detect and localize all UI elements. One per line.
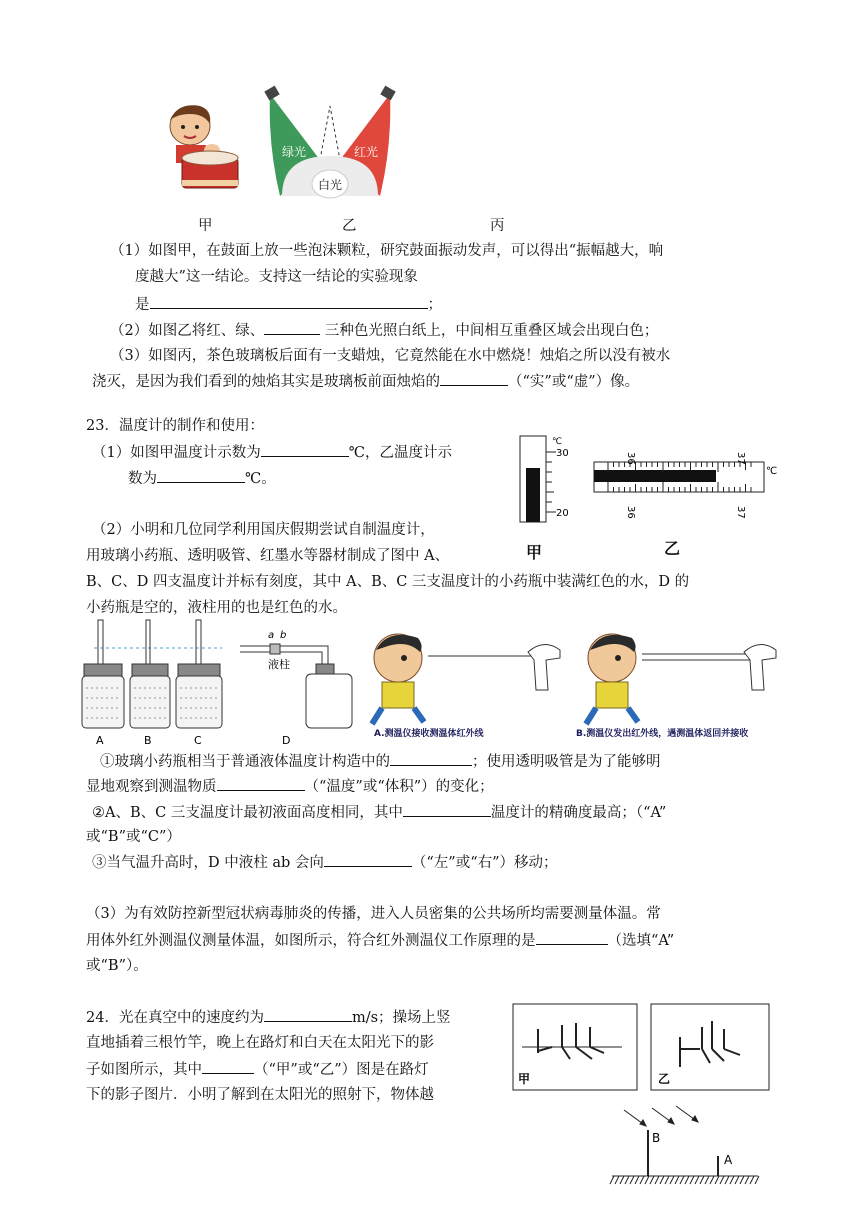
q23-sub2-line2: 或“B”或“C”） <box>86 829 181 845</box>
q23-part3-line1: （3）为有效防控新型冠状病毒肺炎的传播，进入人员密集的公共场所均需要测量体温。常 <box>86 906 661 922</box>
q23-part3-line2: 用体外红外测温仪测量体温，如图所示，符合红外测温仪工作原理的是 （选填“A” <box>86 930 674 951</box>
bottle-thermometers-figure <box>80 618 370 746</box>
thermometer-jia-30: 30 <box>556 448 569 459</box>
color-light-figure <box>262 86 398 198</box>
red-light-label: 红光 <box>354 145 379 159</box>
q22-part1-line2: 度越大”这一结论。支持这一结论的实验现象 <box>135 269 418 285</box>
shadow-yi-label: 乙 <box>658 1072 671 1086</box>
q23-part1-line1: （1）如图甲温度计示数为 ℃，乙温度计示 <box>92 442 452 463</box>
drum-boy-figure <box>160 100 250 196</box>
q23-sub1-blank2[interactable] <box>217 776 305 791</box>
q24-line1: 24．光在真空中的速度约为 m/s；操场上竖 <box>86 1007 451 1028</box>
green-light-label: 绿光 <box>282 145 307 159</box>
figure-label-bing: 丙 <box>490 218 505 234</box>
q23-part2-line4: 小药瓶是空的，液柱用的也是红色的水。 <box>86 600 347 616</box>
q22-part3-line1: （3）如图丙，茶色玻璃板后面有一支蜡烛，它竟然能在水中燃烧！烛焰之所以没有被水 <box>110 348 671 364</box>
bottle-d-label: D <box>282 734 291 747</box>
q23-sub1-blank1[interactable] <box>390 751 472 766</box>
q22-part3-answer-blank[interactable] <box>440 371 508 386</box>
q22-part2-answer-blank[interactable] <box>264 320 320 335</box>
thermometer-jia-figure <box>516 432 580 536</box>
q23-part1-blank-jia[interactable] <box>261 442 349 457</box>
bottle-d-a-label: a <box>268 630 275 641</box>
white-light-label: 白光 <box>318 178 343 192</box>
q23-part3-line3: 或“B”）。 <box>86 958 148 974</box>
q23-sub2-line1: ②A、B、C 三支温度计最初液面高度相同，其中 温度计的精确度最高；（“A” <box>92 802 666 823</box>
ir-caption-b: B.测温仪发出红外线，遇测温体返回并接收 <box>576 729 749 739</box>
bottle-c-label: C <box>194 734 202 747</box>
bottle-d-b-label: b <box>280 630 287 641</box>
ir-thermometer-figure-b <box>572 628 812 740</box>
shadow-figure-yi <box>650 1003 770 1091</box>
thermometer-yi-36-bottom: 36 <box>625 506 636 519</box>
q22-part1-line1: （1）如图甲，在鼓面上放一些泡沫颗粒，研究鼓面振动发声，可以得出“振幅越大，响 <box>110 243 664 259</box>
q23-part3-blank[interactable] <box>536 930 608 945</box>
thermometer-yi-36-top: 36 <box>625 452 636 465</box>
thermometer-jia-label: 甲 <box>526 543 543 562</box>
thermometer-yi-figure <box>588 430 776 520</box>
q24-line2: 直地插着三根竹竿，晚上在路灯和白天在太阳光下的影 <box>86 1035 434 1051</box>
q23-sub2-blank[interactable] <box>403 802 491 817</box>
q23-sub1-line1: ①玻璃小药瓶相当于普通液体温度计构造中的 ；使用透明吸管是为了能够明 <box>100 751 661 772</box>
q24-figure-blank[interactable] <box>202 1059 254 1074</box>
bottle-b-label: B <box>144 734 152 747</box>
q23-sub3-line: ③当气温升高时，D 中液柱 ab 会向 （“左”或“右”）移动； <box>92 852 558 873</box>
thermometer-yi-37-bottom: 37 <box>735 506 746 519</box>
thermometer-yi-37-top: 37 <box>735 452 746 465</box>
q23-sub3-blank[interactable] <box>324 852 412 867</box>
q22-part1-line3: 是 ； <box>135 294 442 315</box>
bottle-d-liquid-label: 液柱 <box>268 658 290 671</box>
q23-part2-line3: B、C、D 四支温度计并标有刻度，其中 A、B、C 三支温度计的小药瓶中装满红色的水，D 的 <box>86 574 690 590</box>
figure-label-jia: 甲 <box>198 218 213 234</box>
thermometer-jia-20: 20 <box>556 508 569 519</box>
thermometer-yi-unit: ℃ <box>766 466 778 477</box>
q23-part2-line1: （2）小明和几位同学利用国庆假期尝试自制温度计， <box>92 522 435 538</box>
q23-title: 23．温度计的制作和使用： <box>86 418 264 434</box>
thermometer-jia-unit: ℃ <box>552 437 563 447</box>
q24-line3: 子如图所示，其中 （“甲”或“乙”）图是在路灯 <box>86 1059 429 1080</box>
q23-part1-blank-yi[interactable] <box>157 468 245 483</box>
q23-part1-line2: 数为 ℃。 <box>128 468 276 489</box>
bottle-a-label: A <box>96 734 104 747</box>
figure-label-yi: 乙 <box>342 218 357 234</box>
shadow-figure-jia <box>512 1003 638 1091</box>
q23-part2-line2: 用玻璃小药瓶、透明吸管、红墨水等器材制成了图中 A、 <box>86 548 450 564</box>
pole-b-label: B <box>652 1131 661 1145</box>
q22-part2-line: （2）如图乙将红、绿、 三种色光照白纸上，中间相互重叠区域会出现白色； <box>110 320 658 341</box>
thermometer-yi-label: 乙 <box>664 539 681 558</box>
q22-part3-line2: 浇灭，是因为我们看到的烛焰其实是玻璃板前面烛焰的 （“实”或“虚”）像。 <box>92 371 639 392</box>
q24-line4: 下的影子图片．小明了解到在太阳光的照射下，物体越 <box>86 1087 434 1103</box>
shadow-jia-label: 甲 <box>518 1072 531 1086</box>
q24-speed-blank[interactable] <box>264 1007 352 1022</box>
ir-thermometer-figure-a <box>368 628 568 740</box>
ir-caption-a: A.测温仪接收测温体红外线 <box>374 729 484 739</box>
q22-part1-answer-blank[interactable] <box>150 294 428 309</box>
pole-a-label: A <box>724 1153 733 1167</box>
q23-sub1-line2: 显地观察到测温物质 （“温度”或“体积”）的变化； <box>86 776 494 797</box>
sunlight-poles-figure <box>610 1104 760 1196</box>
